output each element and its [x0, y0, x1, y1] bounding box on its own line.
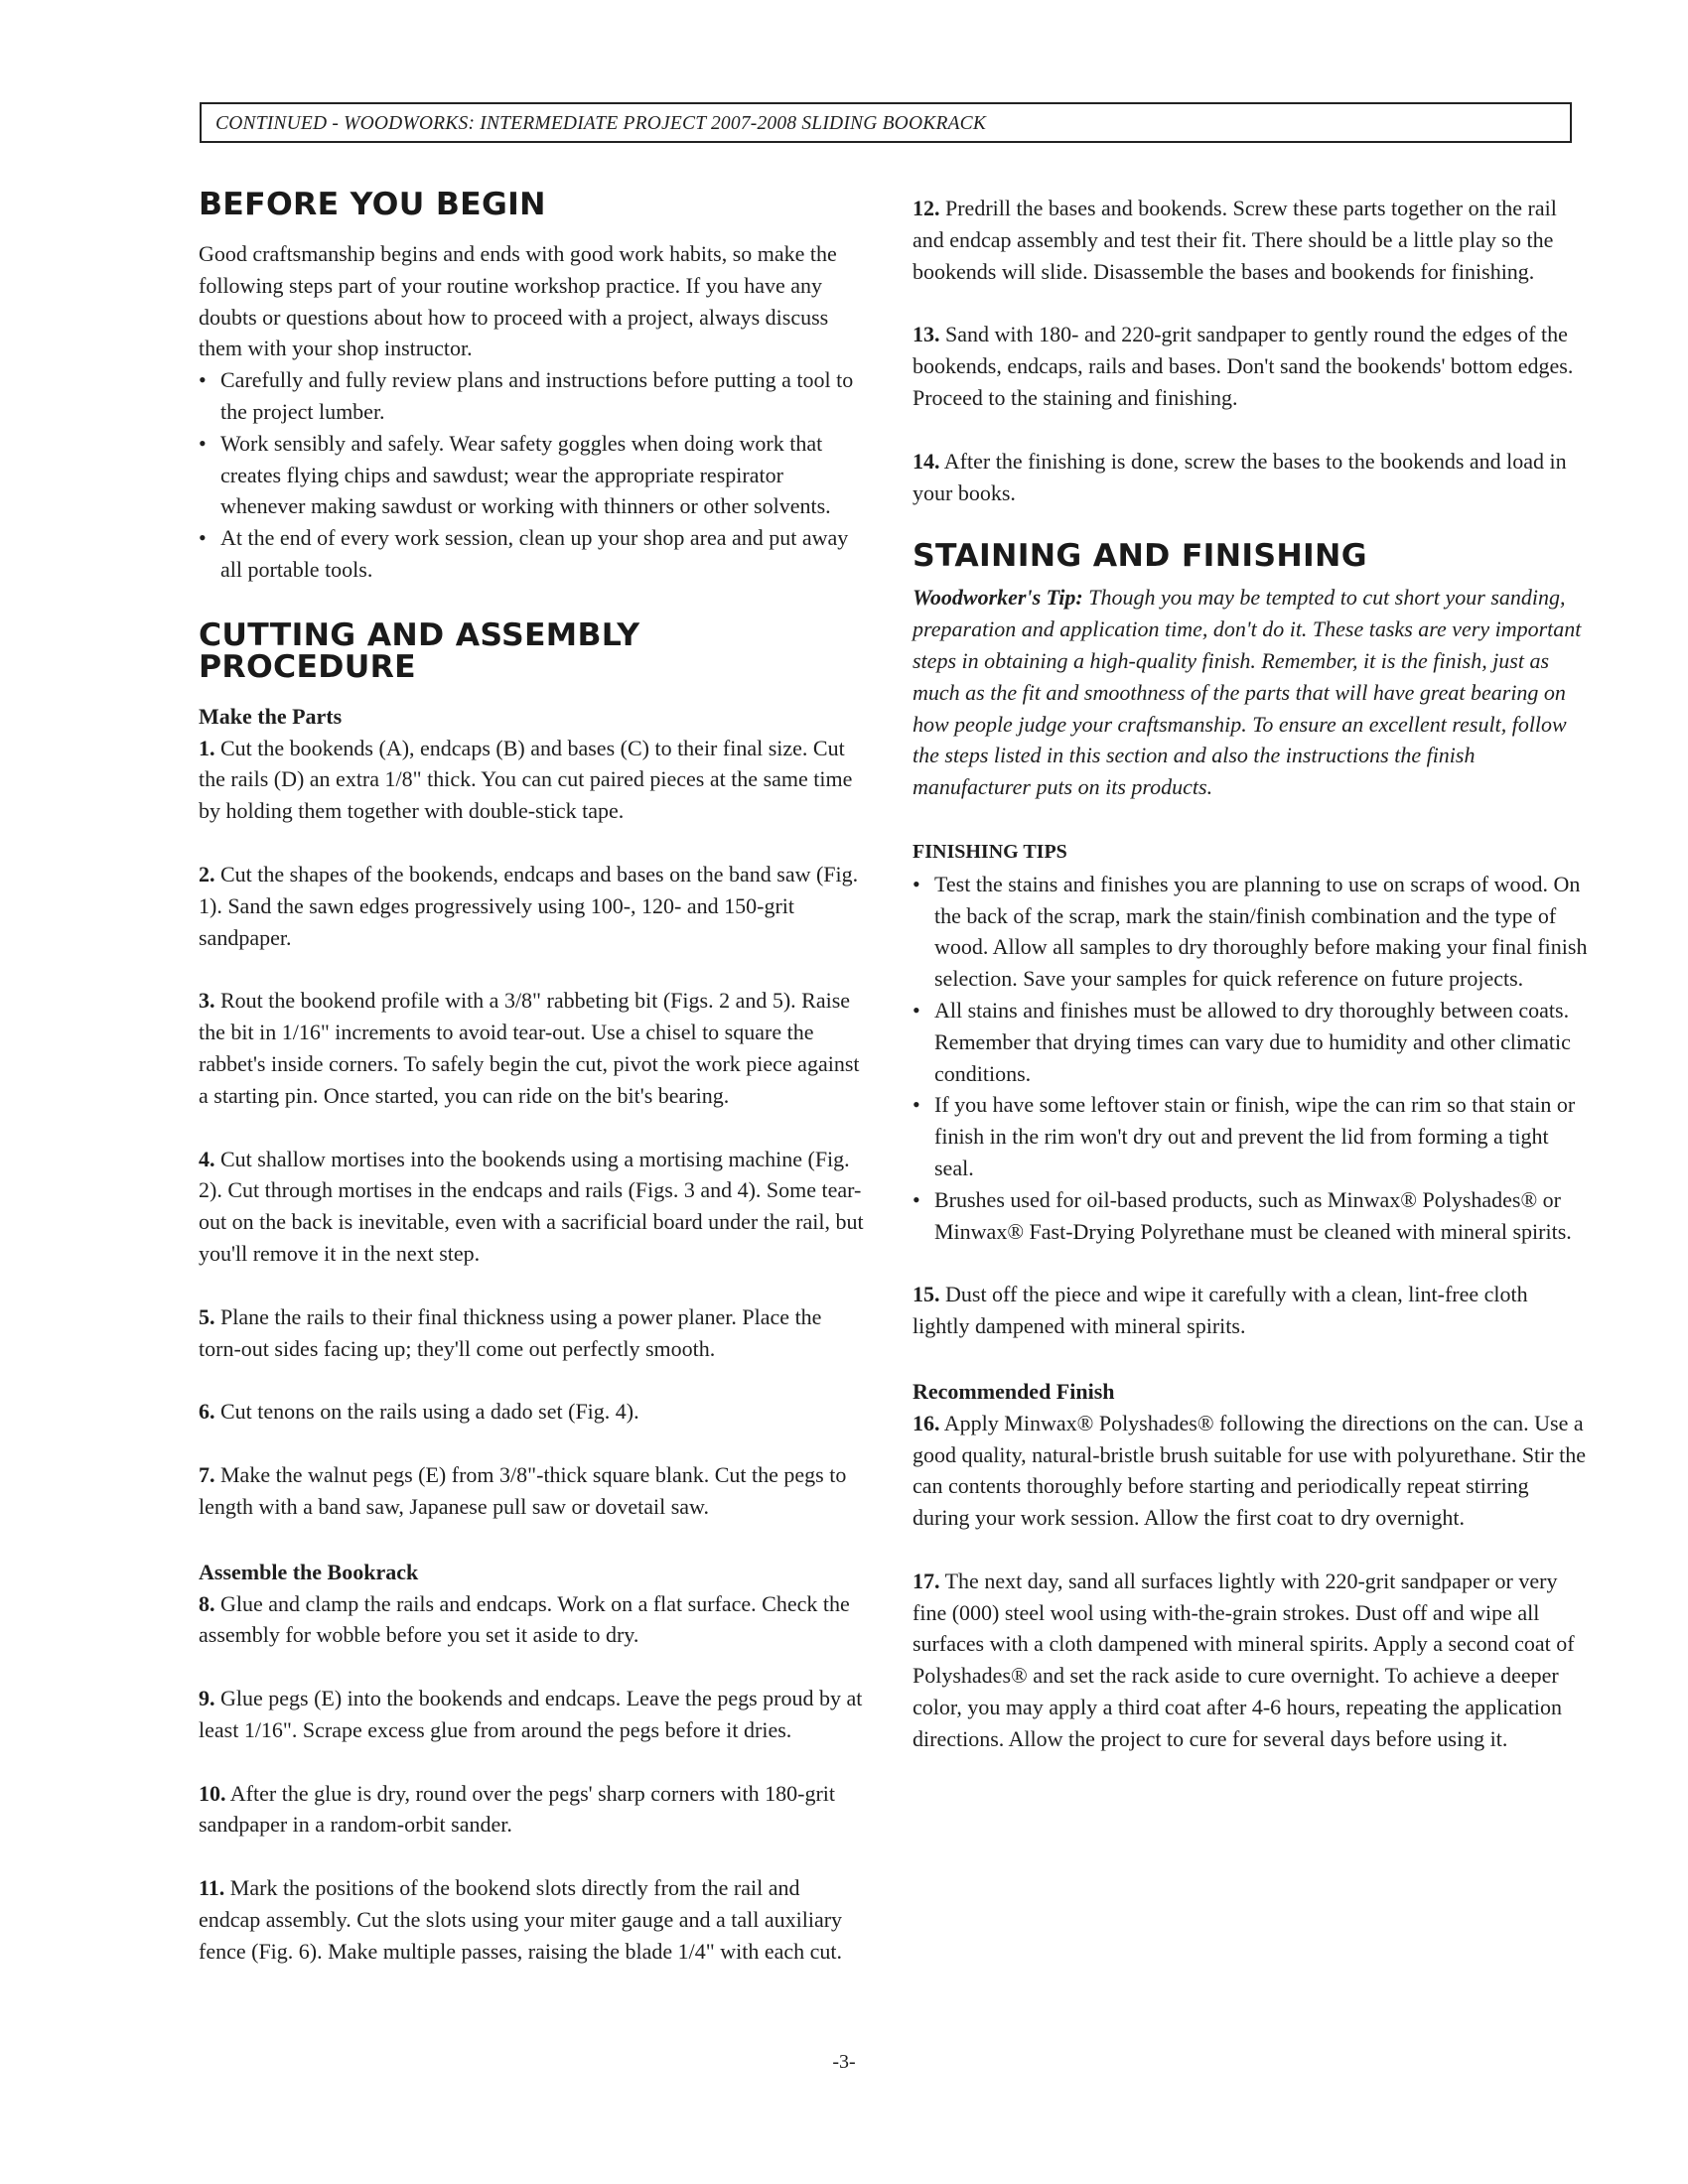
page-number: -3- — [832, 2051, 856, 2073]
step-12 — [913, 193, 1588, 287]
step-number: 6. — [199, 1399, 215, 1425]
left-column — [199, 189, 864, 1968]
step-number: 12. — [913, 196, 940, 220]
tip-label: Woodworker's Tip: — [913, 585, 1083, 611]
step-5 — [199, 1301, 864, 1365]
recommended-finish-subheading: Recommended Finish — [913, 1378, 1115, 1404]
cutting-assembly-heading — [199, 616, 864, 685]
step-number: 5. — [199, 1303, 215, 1329]
tip-text: Though you may be tempted to cut short your sanding, preparation and application time, don't do it. These tasks are very important steps in obtaining a high-quality finish. Remember, it is the finish, just as much as the fit and smoothness of the parts that will have great bearing on how people judge your craftsmanship. To ensure an excellent result, follow the steps listed in this section and also the instructions the finish manufacturer puts on its products. — [913, 585, 1582, 800]
step-text: Rout the bookend profile with a 3/8" rabbeting bit (Figs. 2 and 5). Raise the bit in 1/16" increments to avoid tear-out. Use a chisel to square the rabbet's inside corners. To safely begin the cut, pivot the work piece against a starting pin. Once started, you can ride on the bit's bearing. — [199, 988, 860, 1108]
step-number: 16. — [913, 1410, 940, 1435]
step-2 — [199, 859, 864, 953]
step-11 — [199, 1872, 864, 1967]
step-text: Cut the bookends (A), endcaps (B) and bases (C) to their final size. Cut the rails (D) an extra 1/8" thick. You can cut paired pieces at the same time by holding them together with double-stick tape. — [199, 735, 853, 824]
finishing-tips-list — [913, 869, 1588, 1248]
step-text: Cut shallow mortises into the bookends using a mortising machine (Fig. 2). Cut through mortises in the endcaps and rails (Figs. 3 and 4). Some tear-out on the back is inevitable, even with a sacrificial board under the rail, but you'll remove it in the next step. — [199, 1146, 864, 1266]
step-3 — [199, 985, 864, 1111]
make-parts-subheading: Make the Parts — [199, 703, 343, 729]
step-7 — [199, 1459, 864, 1523]
step-text: After the glue is dry, round over the pegs' sharp corners with 180-grit sandpaper in a random-orbit sander. — [199, 1780, 836, 1838]
step-number: 8. — [199, 1590, 215, 1616]
cutting-heading-line1: CUTTING AND ASSEMBLY — [199, 616, 640, 653]
step-17 — [913, 1566, 1588, 1755]
step-text: The next day, sand all surfaces lightly with 220-grit sandpaper or very fine (000) steel wool using with-the-grain strokes. Dust off and wipe all surfaces with a cloth dampened with mineral spirits. Apply a second coat of Polyshades® and set the rack aside to cure overnight. To achieve a deeper color, you may apply a third coat after 4-6 hours, repeating the application directions. Allow the project to cure for several days before using it. — [913, 1568, 1575, 1751]
step-text: Dust off the piece and wipe it carefully with a clean, lint-free cloth lightly dampened with mineral spirits. — [913, 1282, 1528, 1339]
step-number: 3. — [199, 988, 215, 1014]
step-number: 1. — [199, 735, 215, 760]
step-text: Predrill the bases and bookends. Screw these parts together on the rail and endcap assembly and test their fit. There should be a little play so the bookends will slide. Disassemble the bases and bookends for finishing. — [913, 196, 1557, 284]
step-number: 13. — [913, 322, 940, 347]
step-number: 7. — [199, 1462, 215, 1488]
running-header — [200, 102, 1572, 143]
step-text: Make the walnut pegs (E) from 3/8"-thick square blank. Cut the pegs to length with a band saw, Japanese pull saw or dovetail saw. — [199, 1462, 847, 1519]
step-6 — [199, 1396, 864, 1428]
step-number: 4. — [199, 1146, 215, 1171]
step-text: After the finishing is done, screw the bases to the bookends and load in your books. — [913, 448, 1567, 505]
running-header-text: CONTINUED - WOODWORKS: INTERMEDIATE PROJECT 2007-2008 SLIDING BOOKRACK — [215, 113, 987, 134]
staining-finishing-heading: STAINING AND FINISHING — [913, 538, 1367, 575]
step-text: Glue pegs (E) into the bookends and endcaps. Leave the pegs proud by at least 1/16". Scrape excess glue from around the pegs before it dries. — [199, 1686, 863, 1742]
before-bullet: • Work sensibly and safely. Wear safety goggles when doing work that creates flying chips and sawdust; wear the appropriate respirator whenever making sawdust or working with thinners or other solvents. — [199, 428, 864, 522]
finishing-tip: • If you have some leftover stain or finish, wipe the can rim so that stain or finish in the rim won't dry out and prevent the lid from forming a tight seal. — [913, 1089, 1588, 1183]
step-text: Mark the positions of the bookend slots directly from the rail and endcap assembly. Cut the slots using your miter gauge and a tall auxiliary fence (Fig. 6). Make multiple passes, raising the blade 1/4" with each cut. — [199, 1875, 843, 1964]
step-number: 2. — [199, 861, 215, 887]
step-text: Plane the rails to their final thickness using a power planer. Place the torn-out sides facing up; they'll come out perfectly smooth. — [199, 1303, 822, 1361]
before-bullet: • At the end of every work session, clean up your shop area and put away all portable tools. — [199, 522, 864, 586]
step-15 — [913, 1279, 1588, 1342]
step-number: 14. — [913, 448, 940, 474]
step-number: 10. — [199, 1780, 226, 1806]
step-9 — [199, 1683, 864, 1746]
assemble-subheading: Assemble the Bookrack — [199, 1559, 419, 1584]
step-1 — [199, 733, 864, 827]
step-text: Glue and clamp the rails and endcaps. Work on a flat surface. Check the assembly for wobble before you set it aside to dry. — [199, 1590, 850, 1648]
step-number: 15. — [913, 1282, 940, 1307]
step-number: 17. — [913, 1568, 940, 1593]
before-bullet-list — [199, 364, 864, 586]
finishing-tips-heading: FINISHING TIPS — [913, 840, 1067, 863]
right-column — [913, 189, 1588, 1755]
step-text: Apply Minwax® Polyshades® following the directions on the can. Use a good quality, natural-bristle brush suitable for use with polyurethane. Stir the can contents thoroughly before starting and periodically repeat stirring during your work session. Allow the first coat to dry overnight. — [913, 1410, 1586, 1531]
step-16 — [913, 1408, 1588, 1534]
step-8 — [199, 1588, 864, 1652]
before-intro: Good craftsmanship begins and ends with good work habits, so make the following steps part of your routine workshop practice. If you have any doubts or questions about how to proceed with a project, always discuss them with your shop instructor. — [199, 241, 837, 361]
step-13 — [913, 319, 1588, 413]
finishing-tip: • Brushes used for oil-based products, such as Minwax® Polyshades® or Minwax® Fast-Drying Polyrethane must be cleaned with mineral spirits. — [913, 1184, 1588, 1248]
step-text: Sand with 180- and 220-grit sandpaper to gently round the edges of the bookends, endcaps, rails and bases. Don't sand the bookends' bottom edges. Proceed to the staining and finishing. — [913, 322, 1574, 410]
before-you-begin-heading: BEFORE YOU BEGIN — [199, 187, 546, 222]
cutting-heading-line2: PROCEDURE — [199, 648, 416, 685]
before-bullet: • Carefully and fully review plans and instructions before putting a tool to the project lumber. — [199, 364, 864, 428]
finishing-tip: • All stains and finishes must be allowed to dry thoroughly between coats. Remember that drying times can vary due to humidity and other climatic conditions. — [913, 995, 1588, 1089]
step-text: Cut the shapes of the bookends, endcaps and bases on the band saw (Fig. 1). Sand the sawn edges progressively using 100-, 120- and 150-grit sandpaper. — [199, 861, 859, 950]
woodworkers-tip — [913, 582, 1588, 803]
step-10 — [199, 1778, 864, 1842]
finishing-tip: • Test the stains and finishes you are planning to use on scraps of wood. On the back of the scrap, mark the stain/finish combination and the type of wood. Allow all samples to dry thoroughly before making your final finish selection. Save your samples for quick reference on future projects. — [913, 869, 1588, 995]
step-text: Cut tenons on the rails using a dado set (Fig. 4). — [220, 1399, 639, 1425]
step-4 — [199, 1144, 864, 1270]
step-14 — [913, 446, 1588, 509]
step-number: 9. — [199, 1686, 215, 1711]
step-number: 11. — [199, 1875, 225, 1901]
